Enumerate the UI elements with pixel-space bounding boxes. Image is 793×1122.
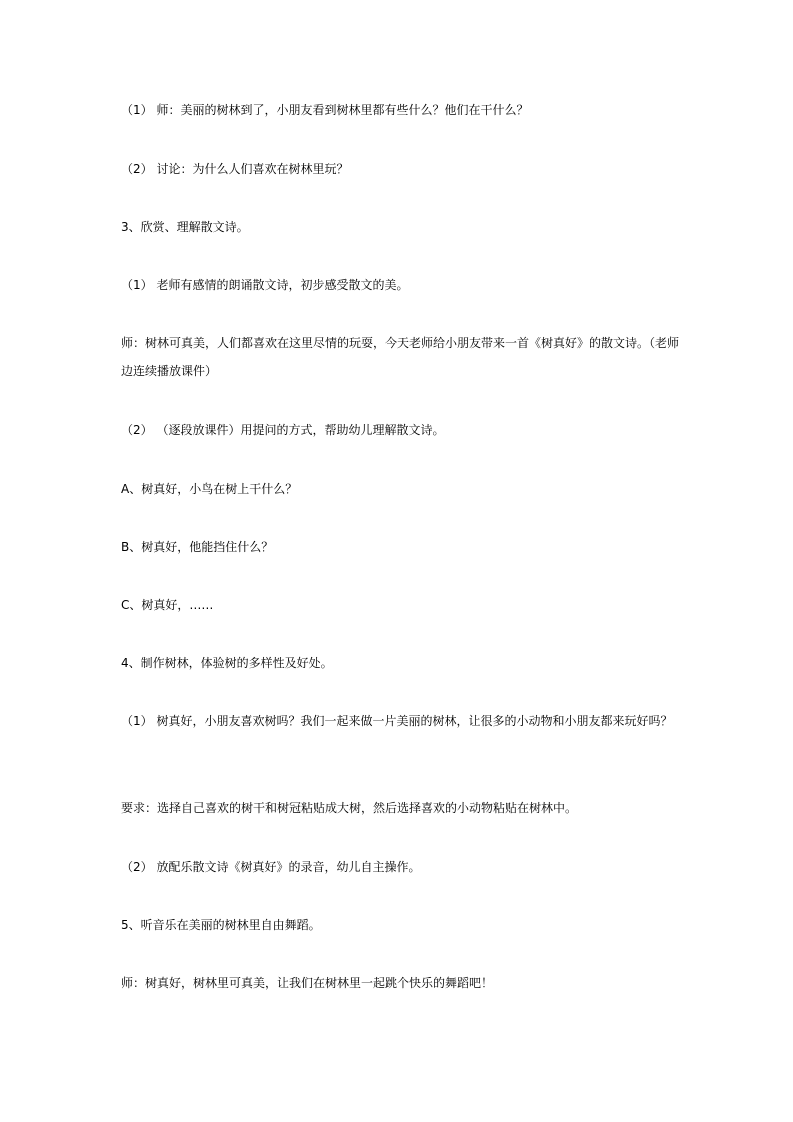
paragraph-4: （1） 老师有感情的朗诵散文诗，初步感受散文的美。 <box>121 278 409 292</box>
paragraph-5: 师：树林可真美，人们都喜欢在这里尽情的玩耍，今天老师给小朋友带来一首《树真好》的散文诗。（老师边连续播放课件） <box>121 336 680 378</box>
question-c: C、树真好，…… <box>121 598 214 612</box>
paragraph-6: （2） （逐段放课件）用提问的方式，帮助幼儿理解散文诗。 <box>121 423 445 437</box>
paragraph-13: （2） 放配乐散文诗《树真好》的录音，幼儿自主操作。 <box>121 860 421 874</box>
paragraph-1: （1） 师：美丽的树林到了，小朋友看到树林里都有些什么？他们在干什么？ <box>121 103 529 117</box>
section-heading-4: 4、制作树林，体验树的多样性及好处。 <box>121 656 333 670</box>
section-heading-5: 5、听音乐在美丽的树林里自由舞蹈。 <box>121 918 321 932</box>
paragraph-requirements: 要求：选择自己喜欢的树干和树冠粘贴成大树，然后选择喜欢的小动物粘贴在树林中。 <box>121 801 578 815</box>
paragraph-2: （2） 讨论：为什么人们喜欢在树林里玩？ <box>121 162 349 176</box>
question-b: B、树真好，他能挡住什么？ <box>121 540 274 554</box>
question-a: A、树真好，小鸟在树上干什么？ <box>121 482 298 496</box>
section-heading-3: 3、欣赏、理解散文诗。 <box>121 220 249 234</box>
paragraph-15: 师：树真好，树林里可真美，让我们在树林里一起跳个快乐的舞蹈吧！ <box>121 976 494 990</box>
paragraph-11: （1） 树真好，小朋友喜欢树吗？我们一起来做一片美丽的树林，让很多的小动物和小朋友都来玩好吗？ <box>121 714 673 728</box>
